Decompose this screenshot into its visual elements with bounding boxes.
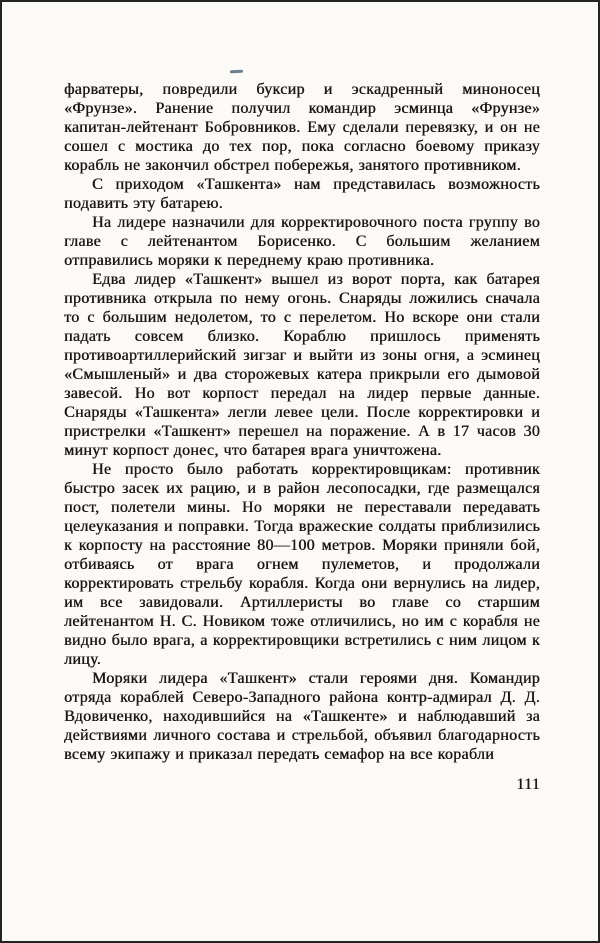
paragraph: Не просто было работать корректировщикам: противник быстро засек их рацию, и в район лесопосадки, где размещался пост, полетели мины. Но моряки не переставали передавать целеуказания и поправки. Тогда вражеские солдаты приблизились к корпосту на расстояние 80—100 метров. Моряки приняли бой, отбиваясь от врага огнем пулеметов, и продолжали корректировать стрельбу корабля. Когда они вернулись на лидер, им все завидовали. Артиллеристы во главе со старшим лейтенантом Н. С. Новиком тоже отличились, но им с корабля не видно было врага, а корректировщики встретились с ним лицом к лицу. <box>64 461 540 668</box>
page-number: 111 <box>516 776 540 793</box>
paragraph: На лидере назначили для корректировочного поста группу во главе с лейтенантом Борисенко. С большим желанием отправились моряки к переднему краю противника. <box>64 214 540 269</box>
paragraph: Едва лидер «Ташкент» вышел из ворот порта, как батарея противника открыла по нему огонь. Снаряды ложились сначала то с большим недолетом, то с перелетом. Но вскоре они стали падать совсем близко. Кораблю пришлось применять противоартиллерийский зигзаг и выйти из зоны огня, а эсминец «Смышленый» и два сторожевых катера прикрыли его дымовой завесой. Но вот корпост передал на лидер первые данные. Снаряды «Ташкента» легли левее цели. После корректировки и пристрелки «Ташкент» перешел на поражение. А в 17 часов 30 минут корпост донес, что батарея врага уничтожена. <box>64 271 540 459</box>
text-block <box>64 80 540 794</box>
paragraph: С приходом «Ташкента» нам представилась возможность подавить эту батарею. <box>64 176 540 212</box>
paragraph: Моряки лидера «Ташкент» стали героями дня. Командир отряда кораблей Северо-Западного района контр-адмирал Д. Д. Вдовиченко, находившийся на «Ташкенте» и наблюдавший за действиями личного состава и стрельбой, объявил благодарность всему экипажу и приказал передать семафор на все корабли <box>64 670 540 763</box>
paragraph-continuation: фарватеры, повредили буксир и эскадренный миноносец «Фрунзе». Ранение получил командир эсминца «Фрунзе» капитан-лейтенант Бобровников. Ему сделали перевязку, и он не сошел с мостика до тех пор, пока согласно боевому приказу корабль не закончил обстрел побережья, занятого противником. <box>64 81 540 174</box>
scan-ink-mark <box>230 70 243 74</box>
